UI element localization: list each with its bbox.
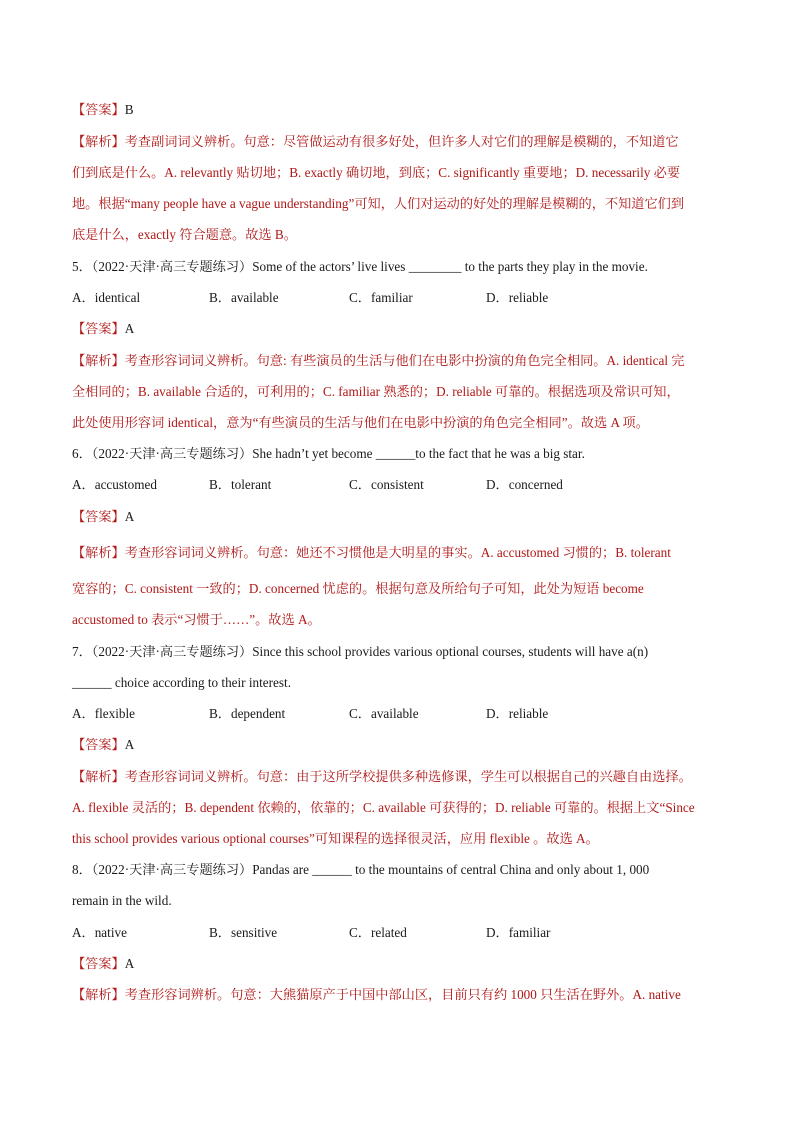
answer-value: A [124,509,135,524]
answer-line-q5 [72,319,134,339]
answer-line-q4 [72,100,134,120]
answer-value: A [124,737,135,752]
option-d: D．familiar [486,925,551,940]
analysis-tag: 【解析】 [72,987,125,1002]
analysis-line [72,351,684,371]
option-a: A．identical [72,290,141,305]
analysis-line: 宽容的；C. consistent 一致的；D. concerned 忧虑的。根据句意及所给句子可知，此处为短语 become [72,581,644,596]
analysis-tag: 【解析】 [72,353,125,368]
answer-tag: 【答案】 [72,737,125,752]
answer-tag: 【答案】 [72,509,125,524]
option-d: D．concerned [486,477,563,492]
answer-value: A [124,321,135,336]
option-b: B．tolerant [209,477,272,492]
answer-tag: 【答案】 [72,102,125,117]
analysis-line: accustomed to 表示“习惯于……”。故选 A。 [72,612,321,627]
analysis-text: 考查形容词词义辨析。句意：她还不习惯他是大明星的事实。A. accustomed 习惯的；B. tolerant [124,545,671,560]
question-5: 5．（2022·天津·高三专题练习）Some of the actors’ live lives ________ to the parts they play in the movie. [72,259,648,274]
options-q7 [72,704,632,724]
analysis-line [72,767,692,787]
analysis-text: 考查形容词词义辨析。句意：由于这所学校提供多种选修课，学生可以根据自己的兴趣自由选择。 [124,769,692,784]
question-8: 8．（2022·天津·高三专题练习）Pandas are ______ to the mountains of central China and only about 1, 000 [72,862,650,877]
answer-value: B [124,102,134,117]
answer-line-q7 [72,735,134,755]
options-q6 [72,475,632,495]
option-a: A．native [72,925,127,940]
question-8-cont: remain in the wild. [72,893,172,908]
analysis-text: 考查形容词词义辨析。句意: 有些演员的生活与他们在电影中扮演的角色完全相同。A. identical 完 [124,353,685,368]
analysis-line: 此处使用形容词 identical，意为“有些演员的生活与他们在电影中扮演的角色完全相同”。故选 A 项。 [72,415,649,430]
answer-value: A [124,956,135,971]
option-c: C．related [349,925,407,940]
analysis-line: 们到底是什么。A. relevantly 贴切地；B. exactly 确切地，到底；C. significantly 重要地；D. necessarily 必要 [72,165,681,180]
analysis-tag: 【解析】 [72,545,125,560]
analysis-line: 地。根据“many people have a vague understanding”可知，人们对运动的好处的理解是模糊的，不知道它们到 [72,196,685,211]
analysis-line: this school provides various optional courses”可知课程的选择很灵活，应用 flexible 。故选 A。 [72,831,599,846]
analysis-tag: 【解析】 [72,134,125,149]
options-q8 [72,923,632,943]
option-a: A．flexible [72,706,135,721]
analysis-text: 考查副词词义辨析。句意：尽管做运动有很多好处，但许多人对它们的理解是模糊的，不知道它 [124,134,679,149]
analysis-text: 考查形容词辨析。句意：大熊猫原产于中国中部山区，目前只有约 1000 只生活在野外。A. native [124,987,681,1002]
option-c: C．consistent [349,477,424,492]
option-d: D．reliable [486,290,549,305]
answer-tag: 【答案】 [72,321,125,336]
option-a: A．accustomed [72,477,157,492]
question-7: 7．（2022·天津·高三专题练习）Since this school provides various optional courses, students will have a(n) [72,644,649,659]
option-d: D．reliable [486,706,549,721]
analysis-line [72,985,681,1005]
answer-line-q6 [72,507,134,527]
question-7-cont: ______ choice according to their interest. [72,675,291,690]
option-c: C．available [349,706,419,721]
analysis-line [72,543,671,563]
analysis-line: 底是什么，exactly 符合题意。故选 B。 [72,227,297,242]
options-q5 [72,288,632,308]
analysis-line: 全相同的；B. available 合适的，可利用的；C. familiar 熟悉的；D. reliable 可靠的。根据选项及常识可知， [72,384,680,399]
option-b: B．sensitive [209,925,278,940]
option-b: B．available [209,290,279,305]
question-6: 6．（2022·天津·高三专题练习）She hadn’t yet become ______to the fact that he was a big star. [72,446,585,461]
option-c: C．familiar [349,290,413,305]
analysis-tag: 【解析】 [72,769,125,784]
option-b: B．dependent [209,706,286,721]
answer-tag: 【答案】 [72,956,125,971]
analysis-line: A. flexible 灵活的；B. dependent 依赖的，依靠的；C. available 可获得的；D. reliable 可靠的。根据上文“Since [72,800,695,815]
answer-line-q8 [72,954,134,974]
analysis-line [72,132,679,152]
